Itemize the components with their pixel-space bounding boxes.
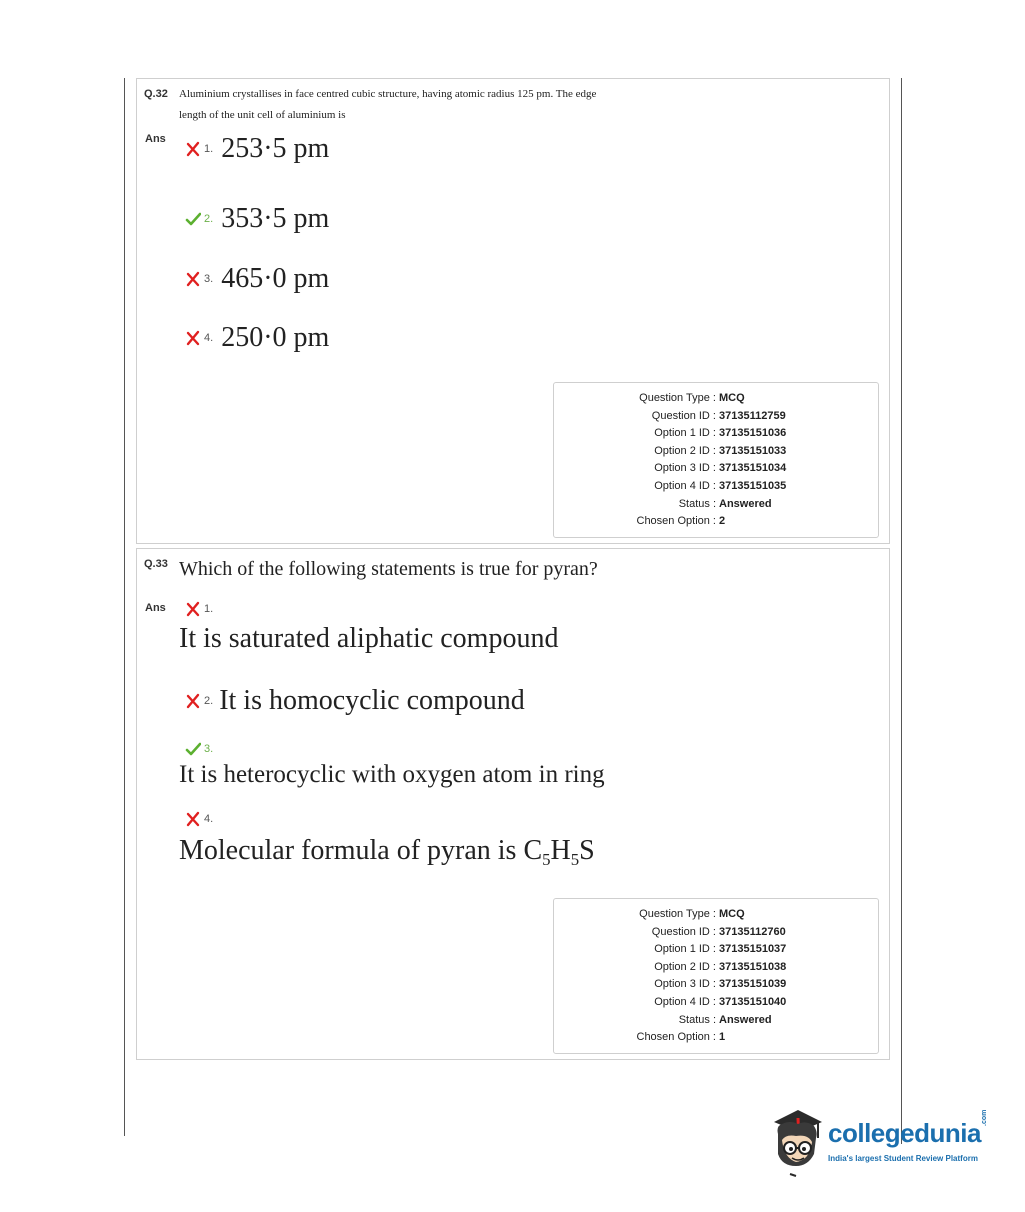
cross-icon bbox=[185, 601, 201, 617]
left-border-line bbox=[124, 78, 125, 1136]
option-3-text: It is heterocyclic with oxygen atom in ring bbox=[179, 761, 605, 788]
info-row-option1-id: Option 1 ID : 37135151037 bbox=[654, 943, 787, 955]
option-3 bbox=[185, 263, 329, 295]
question-32-info-box bbox=[553, 382, 879, 538]
option-number: 2. bbox=[204, 213, 214, 225]
question-text-line2: length of the unit cell of aluminium is bbox=[179, 109, 346, 121]
info-row-status: Status : Answered bbox=[678, 498, 772, 510]
option-number: 4. bbox=[204, 332, 214, 344]
mascot-icon bbox=[768, 1104, 826, 1182]
option-2 bbox=[185, 203, 329, 235]
answer-label: Ans bbox=[145, 602, 166, 614]
info-row-option2-id: Option 2 ID : 37135151033 bbox=[654, 445, 787, 457]
option-number: 2. bbox=[204, 695, 214, 707]
option-4 bbox=[185, 322, 329, 354]
option-number: 1. bbox=[204, 603, 214, 615]
option-text: 465·0 pm bbox=[221, 263, 330, 294]
info-row-chosen-option: Chosen Option : 2 bbox=[636, 515, 726, 527]
cross-icon bbox=[185, 271, 201, 287]
right-border-line bbox=[901, 78, 902, 1144]
check-icon bbox=[185, 741, 201, 757]
info-row-question-id: Question ID : 37135112759 bbox=[651, 410, 786, 422]
check-icon bbox=[185, 211, 201, 227]
option-number: 3. bbox=[204, 743, 214, 755]
option-text: 253·5 pm bbox=[221, 133, 330, 164]
cross-icon bbox=[185, 811, 201, 827]
info-row-option3-id: Option 3 ID : 37135151034 bbox=[654, 462, 787, 474]
option-2 bbox=[185, 685, 525, 717]
option-text: 353·5 pm bbox=[221, 203, 330, 234]
option-3-marker bbox=[185, 741, 213, 757]
info-row-option2-id: Option 2 ID : 37135151038 bbox=[654, 961, 787, 973]
question-text: Which of the following statements is true for pyran? bbox=[179, 558, 598, 580]
answer-label: Ans bbox=[145, 133, 166, 145]
brand-tagline: India's largest Student Review Platform bbox=[828, 1154, 978, 1163]
option-text: It is homocyclic compound bbox=[219, 685, 525, 716]
option-number: 1. bbox=[204, 143, 214, 155]
option-1-text: It is saturated aliphatic compound bbox=[179, 623, 559, 654]
brand-name: collegedunia bbox=[828, 1118, 981, 1148]
info-row-option1-id: Option 1 ID : 37135151036 bbox=[654, 427, 787, 439]
question-33-info-box bbox=[553, 898, 879, 1054]
info-row-status: Status : Answered bbox=[678, 1014, 772, 1026]
info-row-option4-id: Option 4 ID : 37135151040 bbox=[654, 996, 787, 1008]
cross-icon bbox=[185, 330, 201, 346]
info-row-question-type: Question Type : MCQ bbox=[639, 392, 745, 404]
cross-icon bbox=[185, 141, 201, 157]
cross-icon bbox=[185, 693, 201, 709]
option-4-text: Molecular formula of pyran is $C_5H_5S$ bbox=[179, 835, 595, 869]
info-row-question-type: Question Type : MCQ bbox=[639, 908, 745, 920]
info-row-question-id: Question ID : 37135112760 bbox=[651, 926, 786, 938]
question-number: Q.32 bbox=[144, 88, 168, 100]
option-text: 250·0 pm bbox=[221, 322, 330, 353]
option-1-marker bbox=[185, 601, 213, 617]
option-number: 4. bbox=[204, 813, 214, 825]
info-row-chosen-option: Chosen Option : 1 bbox=[636, 1031, 726, 1043]
question-text-line1: Aluminium crystallises in face centred cubic structure, having atomic radius 125 pm. The edge bbox=[179, 88, 597, 100]
option-4-marker bbox=[185, 811, 213, 827]
option-1 bbox=[185, 133, 329, 165]
info-row-option3-id: Option 3 ID : 37135151039 bbox=[654, 978, 787, 990]
option-number: 3. bbox=[204, 273, 214, 285]
question-number: Q.33 bbox=[144, 558, 168, 570]
info-row-option4-id: Option 4 ID : 37135151035 bbox=[654, 480, 787, 492]
collegedunia-logo bbox=[768, 1104, 998, 1184]
brand-dotcom: .com bbox=[981, 1109, 988, 1126]
